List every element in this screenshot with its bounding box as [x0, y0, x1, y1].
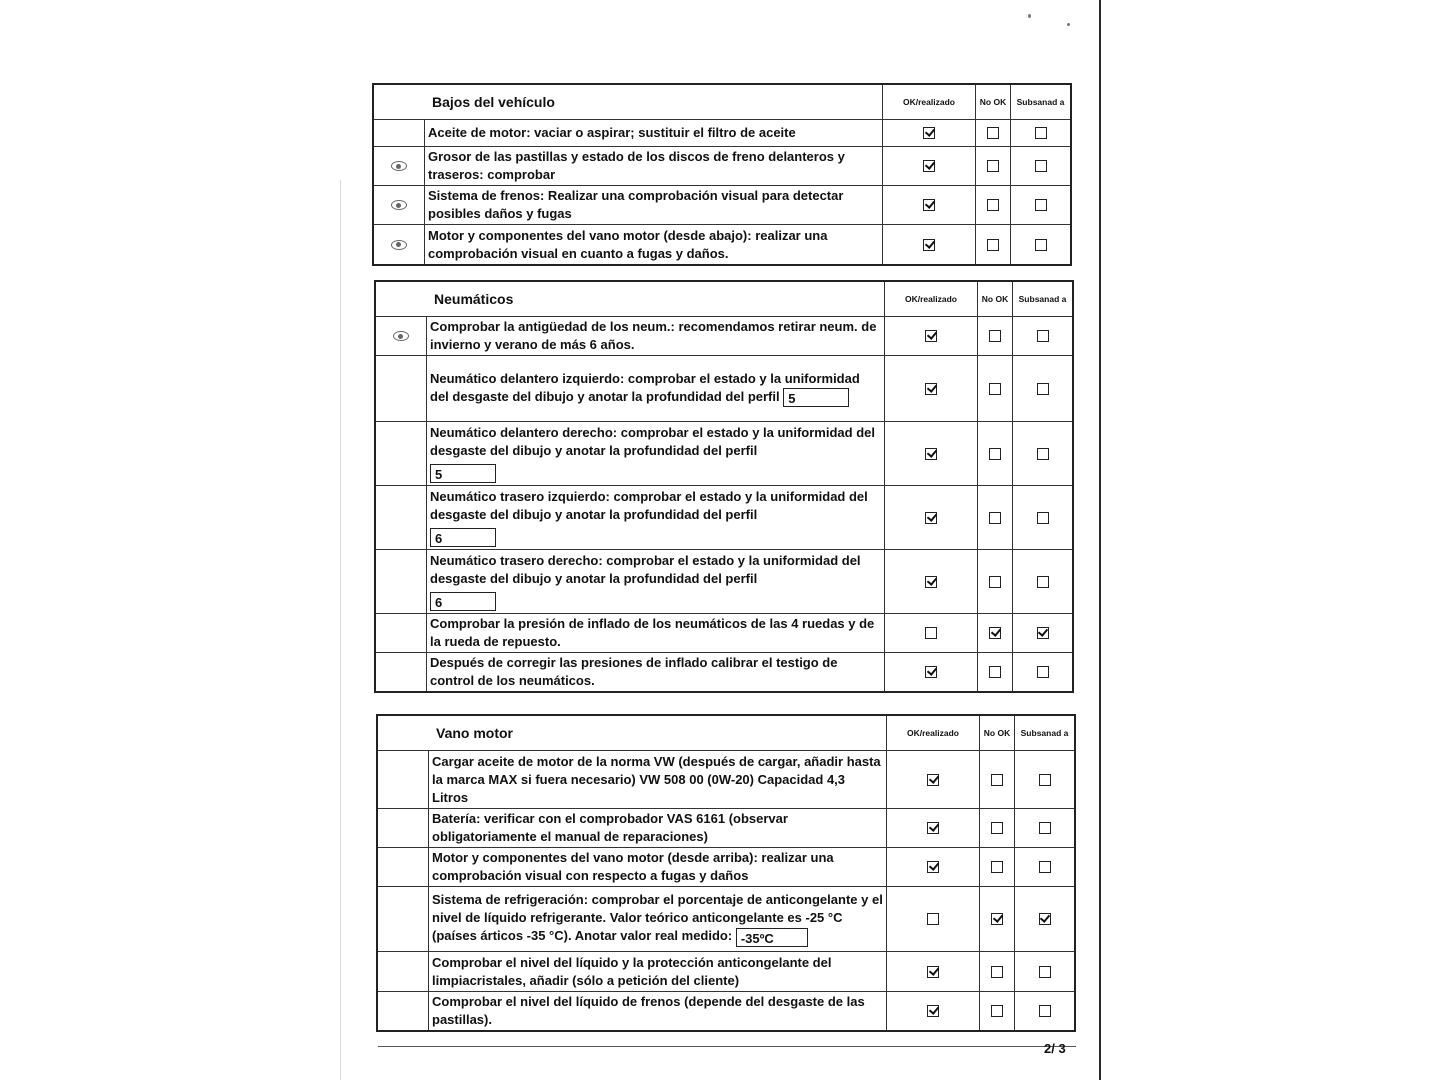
row-icon-cell: [376, 356, 426, 421]
subsanado-checkbox-cell: [1012, 653, 1072, 691]
col-ok-label: OK/realizado: [907, 727, 959, 738]
row-text: Batería: verificar con el comprobador VAS 6161 (observar obligatoriamente el manual de reparaciones): [432, 811, 788, 844]
no-ok-checkbox-cell: [977, 653, 1012, 691]
checklist-row: [376, 421, 1072, 485]
subsanado-checkbox[interactable]: [1039, 774, 1051, 786]
ok-checkbox[interactable]: [923, 199, 935, 211]
ok-checkbox[interactable]: [925, 666, 937, 678]
page-edge-left: [340, 180, 341, 1080]
row-text: Sistema de refrigeración: comprobar el porcentaje de anticongelante y el nivel de líquido refrigerante. Valor teórico anticongelante es -25 °C (países árticos -35 °C). Anotar valor real medido:: [432, 892, 883, 944]
ok-checkbox-cell: [886, 848, 979, 886]
ok-checkbox-cell: [884, 356, 977, 421]
section-title-text: Neumáticos: [434, 291, 514, 307]
no-ok-checkbox[interactable]: [991, 861, 1003, 873]
row-icon-cell: [378, 952, 428, 991]
ok-checkbox-cell: [884, 614, 977, 652]
row-icon-cell: [374, 225, 424, 264]
no-ok-checkbox-cell: [977, 486, 1012, 549]
col-nook-label: No OK: [983, 727, 1011, 738]
col-nook-header: [977, 282, 1012, 316]
no-ok-checkbox-cell: [979, 751, 1014, 808]
row-description: [426, 356, 884, 421]
ok-checkbox[interactable]: [927, 861, 939, 873]
row-text: Sistema de frenos: Realizar una comprobación visual para detectar posibles daños y fugas: [428, 188, 844, 221]
subsanado-checkbox[interactable]: [1037, 330, 1049, 342]
row-description: [426, 614, 884, 652]
row-icon-cell: [378, 887, 428, 951]
section-bajos-vehiculo: [372, 83, 1072, 266]
col-ok-label: OK/realizado: [903, 96, 955, 107]
page-edge: [1099, 0, 1101, 1080]
row-text: Comprobar la presión de inflado de los neumáticos de las 4 ruedas y de la rueda de repuesto.: [430, 616, 875, 649]
subsanado-checkbox[interactable]: [1035, 199, 1047, 211]
checklist-row: [376, 652, 1072, 691]
row-description: [428, 952, 886, 991]
subsanado-checkbox-cell: [1010, 120, 1070, 146]
subsanado-checkbox[interactable]: [1037, 576, 1049, 588]
no-ok-checkbox[interactable]: [989, 512, 1001, 524]
no-ok-checkbox[interactable]: [989, 666, 1001, 678]
checklist-row: [376, 549, 1072, 613]
row-text: Neumático delantero izquierdo: comprobar el estado y la uniformidad del desgaste del dibujo y anotar la profundidad del perfil: [430, 370, 860, 404]
row-text: Neumático delantero derecho: comprobar el estado y la uniformidad del desgaste del dibujo y anotar la profundidad del perfil: [430, 425, 875, 459]
row-icon-cell: [374, 186, 424, 224]
header-spacer: [376, 282, 426, 316]
col-ok-header: [884, 282, 977, 316]
col-ok-header: [886, 716, 979, 750]
subsanado-checkbox[interactable]: [1035, 127, 1047, 139]
ok-checkbox[interactable]: [925, 627, 937, 639]
subsanado-checkbox-cell: [1010, 186, 1070, 224]
section-rows: [376, 317, 1072, 691]
subsanado-checkbox[interactable]: [1039, 861, 1051, 873]
scan-speck: [1067, 23, 1070, 26]
row-text: Neumático trasero derecho: comprobar el estado y la uniformidad del desgaste del dibujo y anotar la profundidad del perfil: [430, 553, 861, 587]
row-description: [424, 186, 882, 224]
checklist-row: [378, 886, 1074, 951]
col-subsanado-label: Subsanad a: [1018, 293, 1067, 304]
no-ok-checkbox-cell: [975, 120, 1010, 146]
eye-icon: [391, 161, 407, 171]
subsanado-checkbox-cell: [1012, 317, 1072, 355]
no-ok-checkbox-cell: [979, 992, 1014, 1030]
row-icon-cell: [378, 751, 428, 808]
ok-checkbox-cell: [882, 186, 975, 224]
row-description: [428, 751, 886, 808]
subsanado-checkbox-cell: [1012, 422, 1072, 485]
subsanado-checkbox-cell: [1014, 809, 1074, 847]
ok-checkbox-cell: [886, 809, 979, 847]
subsanado-checkbox[interactable]: [1039, 1005, 1051, 1017]
section-title: [424, 85, 882, 119]
row-icon-cell: [376, 550, 426, 613]
ok-checkbox[interactable]: [927, 1005, 939, 1017]
row-description: [428, 992, 886, 1030]
checklist-row: [374, 120, 1070, 146]
row-icon-cell: [374, 120, 424, 146]
section-header: [374, 85, 1070, 120]
no-ok-checkbox[interactable]: [991, 913, 1003, 925]
row-text: Grosor de las pastillas y estado de los discos de freno delanteros y traseros: comprobar: [428, 149, 845, 182]
checklist-row: [374, 146, 1070, 185]
row-icon-cell: [378, 809, 428, 847]
subsanado-checkbox[interactable]: [1039, 822, 1051, 834]
row-description: [424, 225, 882, 264]
ok-checkbox-cell: [884, 486, 977, 549]
checklist-row: [376, 485, 1072, 549]
subsanado-checkbox[interactable]: [1037, 512, 1049, 524]
measured-value-field[interactable]: 6: [430, 528, 496, 547]
row-description: [428, 887, 886, 951]
no-ok-checkbox[interactable]: [987, 127, 999, 139]
section-rows: [374, 120, 1070, 264]
row-text: Comprobar el nivel del líquido y la protección anticongelante del limpiacristales, añadir (sólo a petición del cliente): [432, 954, 832, 988]
col-subsanado-label: Subsanad a: [1016, 96, 1065, 107]
ok-checkbox[interactable]: [925, 448, 937, 460]
no-ok-checkbox-cell: [977, 614, 1012, 652]
ok-checkbox-cell: [886, 992, 979, 1030]
no-ok-checkbox[interactable]: [989, 576, 1001, 588]
ok-checkbox[interactable]: [925, 576, 937, 588]
ok-checkbox-cell: [882, 225, 975, 264]
ok-checkbox[interactable]: [927, 822, 939, 834]
section-rows: [378, 751, 1074, 1030]
ok-checkbox[interactable]: [927, 913, 939, 925]
section-neumaticos: [374, 280, 1074, 693]
section-header: [376, 282, 1072, 317]
footer-rule: [378, 1046, 1076, 1047]
row-icon-cell: [378, 848, 428, 886]
no-ok-checkbox-cell: [977, 317, 1012, 355]
no-ok-checkbox-cell: [977, 356, 1012, 421]
subsanado-checkbox-cell: [1014, 751, 1074, 808]
ok-checkbox-cell: [884, 422, 977, 485]
no-ok-checkbox-cell: [977, 422, 1012, 485]
subsanado-checkbox-cell: [1012, 356, 1072, 421]
row-text: Comprobar la antigüedad de los neum.: recomendamos retirar neum. de invierno y verano de más 6 años.: [430, 319, 877, 352]
no-ok-checkbox-cell: [979, 887, 1014, 951]
ok-checkbox[interactable]: [927, 774, 939, 786]
no-ok-checkbox[interactable]: [989, 330, 1001, 342]
section-title-text: Bajos del vehículo: [432, 94, 555, 110]
ok-checkbox-cell: [882, 147, 975, 185]
measured-value-field[interactable]: -35ºC: [736, 928, 808, 947]
header-spacer: [378, 716, 428, 750]
col-ok-label: OK/realizado: [905, 293, 957, 304]
col-ok-header: [882, 85, 975, 119]
subsanado-checkbox[interactable]: [1037, 383, 1049, 395]
scan-speck: [1028, 14, 1031, 18]
section-title: [426, 282, 884, 316]
no-ok-checkbox-cell: [975, 147, 1010, 185]
section-vano-motor: [376, 714, 1076, 1032]
subsanado-checkbox-cell: [1012, 614, 1072, 652]
header-spacer: [374, 85, 424, 119]
checklist-row: [378, 808, 1074, 847]
subsanado-checkbox-cell: [1010, 225, 1070, 264]
checklist-row: [378, 991, 1074, 1030]
row-icon-cell: [374, 147, 424, 185]
checklist-row: [378, 847, 1074, 886]
row-text: Aceite de motor: vaciar o aspirar; sustituir el filtro de aceite: [428, 125, 796, 140]
subsanado-checkbox[interactable]: [1039, 966, 1051, 978]
no-ok-checkbox[interactable]: [989, 383, 1001, 395]
subsanado-checkbox[interactable]: [1035, 160, 1047, 172]
col-subsanado-header: [1012, 282, 1072, 316]
col-nook-header: [979, 716, 1014, 750]
no-ok-checkbox-cell: [977, 550, 1012, 613]
checklist-row: [374, 224, 1070, 264]
no-ok-checkbox[interactable]: [987, 239, 999, 251]
section-title: [428, 716, 886, 750]
ok-checkbox[interactable]: [923, 239, 935, 251]
ok-checkbox[interactable]: [923, 160, 935, 172]
ok-checkbox-cell: [884, 653, 977, 691]
ok-checkbox-cell: [882, 120, 975, 146]
subsanado-checkbox[interactable]: [1037, 448, 1049, 460]
no-ok-checkbox[interactable]: [987, 160, 999, 172]
checklist-row: [378, 751, 1074, 808]
ok-checkbox-cell: [886, 751, 979, 808]
checklist-row: [378, 951, 1074, 991]
subsanado-checkbox-cell: [1014, 848, 1074, 886]
eye-icon: [393, 331, 409, 341]
subsanado-checkbox[interactable]: [1035, 239, 1047, 251]
col-nook-label: No OK: [979, 96, 1007, 107]
row-description: [424, 120, 882, 146]
no-ok-checkbox[interactable]: [991, 1005, 1003, 1017]
measured-value-field[interactable]: 5: [430, 464, 496, 483]
ok-checkbox-cell: [884, 317, 977, 355]
ok-checkbox[interactable]: [925, 330, 937, 342]
subsanado-checkbox-cell: [1012, 550, 1072, 613]
ok-checkbox[interactable]: [925, 512, 937, 524]
row-icon-cell: [376, 422, 426, 485]
ok-checkbox[interactable]: [927, 966, 939, 978]
subsanado-checkbox-cell: [1010, 147, 1070, 185]
no-ok-checkbox[interactable]: [987, 199, 999, 211]
eye-icon: [391, 200, 407, 210]
measured-value-field[interactable]: 5: [783, 388, 849, 407]
row-icon-cell: [376, 317, 426, 355]
row-icon-cell: [376, 614, 426, 652]
row-description: [426, 486, 884, 549]
row-text: Motor y componentes del vano motor (desde abajo): realizar una comprobación visual en cuanto a fugas y daños.: [428, 227, 828, 261]
checklist-row: [374, 185, 1070, 224]
row-description: [428, 848, 886, 886]
page-number: 2/ 3: [1044, 1041, 1066, 1056]
no-ok-checkbox-cell: [975, 225, 1010, 264]
checklist-row: [376, 613, 1072, 652]
ok-checkbox-cell: [884, 550, 977, 613]
col-subsanado-header: [1010, 85, 1070, 119]
col-nook-header: [975, 85, 1010, 119]
subsanado-checkbox[interactable]: [1039, 913, 1051, 925]
no-ok-checkbox-cell: [979, 952, 1014, 991]
row-text: Comprobar el nivel del líquido de frenos (depende del desgaste de las pastillas).: [432, 994, 865, 1027]
subsanado-checkbox[interactable]: [1037, 627, 1049, 639]
ok-checkbox-cell: [886, 887, 979, 951]
ok-checkbox-cell: [886, 952, 979, 991]
no-ok-checkbox-cell: [979, 848, 1014, 886]
subsanado-checkbox-cell: [1014, 887, 1074, 951]
measured-value-field[interactable]: 6: [430, 592, 496, 611]
no-ok-checkbox-cell: [979, 809, 1014, 847]
no-ok-checkbox[interactable]: [991, 822, 1003, 834]
checklist-row: [376, 317, 1072, 355]
row-text: Motor y componentes del vano motor (desde arriba): realizar una comprobación visual con respecto a fugas y daños: [432, 850, 834, 883]
col-nook-label: No OK: [981, 293, 1009, 304]
row-description: [426, 422, 884, 485]
no-ok-checkbox-cell: [975, 186, 1010, 224]
row-description: [426, 550, 884, 613]
row-icon-cell: [376, 653, 426, 691]
no-ok-checkbox[interactable]: [989, 627, 1001, 639]
row-description: [428, 809, 886, 847]
section-title-text: Vano motor: [436, 725, 514, 741]
ok-checkbox[interactable]: [925, 383, 937, 395]
row-description: [426, 317, 884, 355]
row-text: Cargar aceite de motor de la norma VW (después de cargar, añadir hasta la marca MAX si fuera necesario) VW 508 00 (0W-20) Capacidad 4,3 Litros: [432, 753, 881, 805]
col-subsanado-header: [1014, 716, 1074, 750]
checklist-row: [376, 355, 1072, 421]
row-description: [426, 653, 884, 691]
no-ok-checkbox[interactable]: [991, 966, 1003, 978]
subsanado-checkbox-cell: [1014, 952, 1074, 991]
subsanado-checkbox-cell: [1012, 486, 1072, 549]
ok-checkbox[interactable]: [923, 127, 935, 139]
subsanado-checkbox-cell: [1014, 992, 1074, 1030]
row-icon-cell: [378, 992, 428, 1030]
subsanado-checkbox[interactable]: [1037, 666, 1049, 678]
eye-icon: [391, 240, 407, 250]
no-ok-checkbox[interactable]: [991, 774, 1003, 786]
row-icon-cell: [376, 486, 426, 549]
no-ok-checkbox[interactable]: [989, 448, 1001, 460]
row-text: Después de corregir las presiones de inflado calibrar el testigo de control de los neumáticos.: [430, 655, 838, 688]
row-description: [424, 147, 882, 185]
col-subsanado-label: Subsanad a: [1020, 727, 1069, 738]
section-header: [378, 716, 1074, 751]
row-text: Neumático trasero izquierdo: comprobar el estado y la uniformidad del desgaste del dibujo y anotar la profundidad del perfil: [430, 489, 868, 523]
